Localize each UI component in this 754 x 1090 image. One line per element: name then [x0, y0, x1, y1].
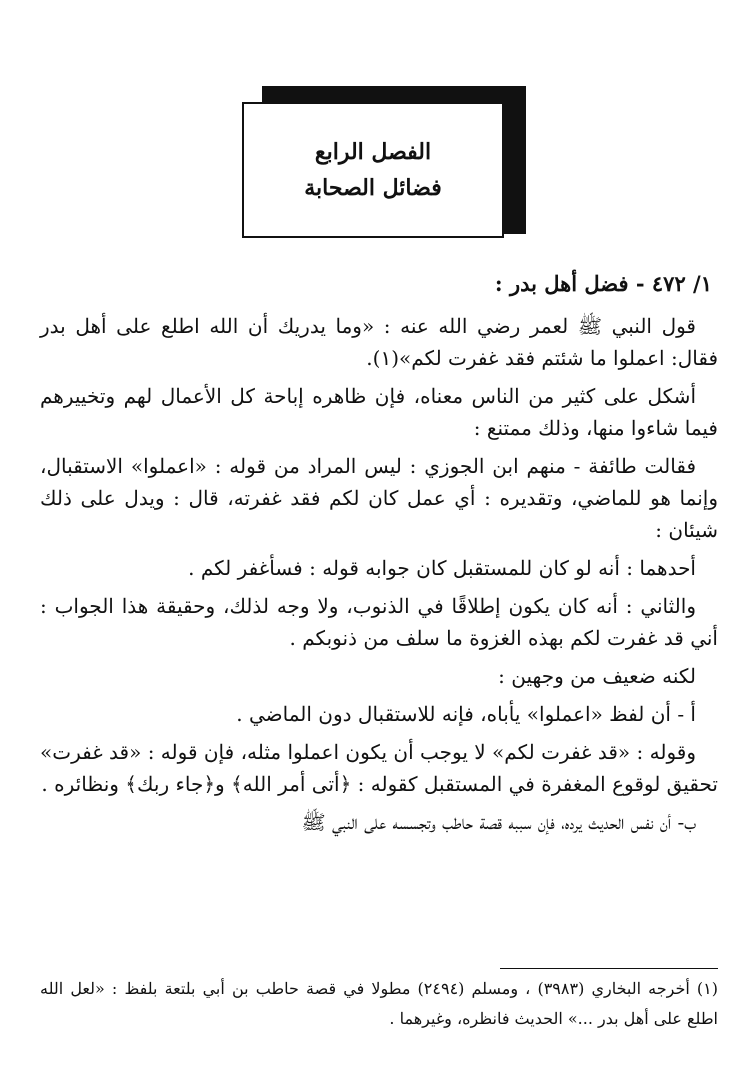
paragraph-3: فقالت طائفة - منهم ابن الجوزي : ليس المراد من قوله : «اعملوا» الاستقبال، وإنما هو للماضي، وتقديره : أي عمل كان لكم فقد غفرته، قال : ويدل على ذلك شيئان :	[40, 454, 718, 542]
footnote: (١) أخرجه البخاري (٣٩٨٣) ، ومسلم (٢٤٩٤) مطولا في قصة حاطب بن أبي بلتعة بلفظ : «لعل الله اطلع على أهل بدر ...» الحديث فانظره، وغيرهما .	[40, 979, 718, 1028]
chapter-title: فضائل الصحابة	[304, 175, 442, 201]
paragraph-7: أ - أن لفظ «اعملوا» يأباه، فإنه للاستقبال دون الماضي .	[236, 702, 696, 726]
paragraph-4: أحدهما : أنه لو كان للمستقبل كان جوابه قوله : فسأغفر لكم .	[188, 556, 696, 580]
paragraph-8: وقوله : «قد غفرت لكم» لا يوجب أن يكون اعملوا مثله، فإن قوله : «قد غفرت» تحقيق لوقوع المغفرة في المستقبل كقوله : ﴿أتى أمر الله﴾ و﴿جاء ربك﴾ ونظائره .	[40, 740, 718, 796]
footnote-divider	[500, 968, 718, 969]
paragraph-2: أشكل على كثير من الناس معناه، فإن ظاهره إباحة كل الأعمال لهم وتخييرهم فيما شاءوا منها، وذلك ممتنع :	[40, 384, 718, 440]
paragraph-9: ب- أن نفس الحديث يرده، فإن سببه قصة حاطب وتجسسه على النبي ﷺ	[301, 810, 696, 834]
chapter-title-box	[242, 102, 504, 238]
paragraph-1: قول النبي ﷺ لعمر رضي الله عنه : «وما يدريك أن الله اطلع على أهل بدر فقال: اعملوا ما شئتم فقد غفرت لكم»(١).	[40, 314, 718, 370]
page-body	[40, 268, 718, 844]
chapter-number: الفصل الرابع	[314, 139, 432, 165]
paragraph-6: لكنه ضعيف من وجهين :	[498, 664, 696, 688]
paragraph-5: والثاني : أنه كان يكون إطلاقًا في الذنوب، ولا وجه لذلك، وحقيقة هذا الجواب : أني قد غفرت لكم بهذه الغزوة ما سلف من ذنوبكم .	[40, 594, 718, 650]
section-heading: ١/ ٤٧٢ - فضل أهل بدر :	[494, 271, 712, 296]
